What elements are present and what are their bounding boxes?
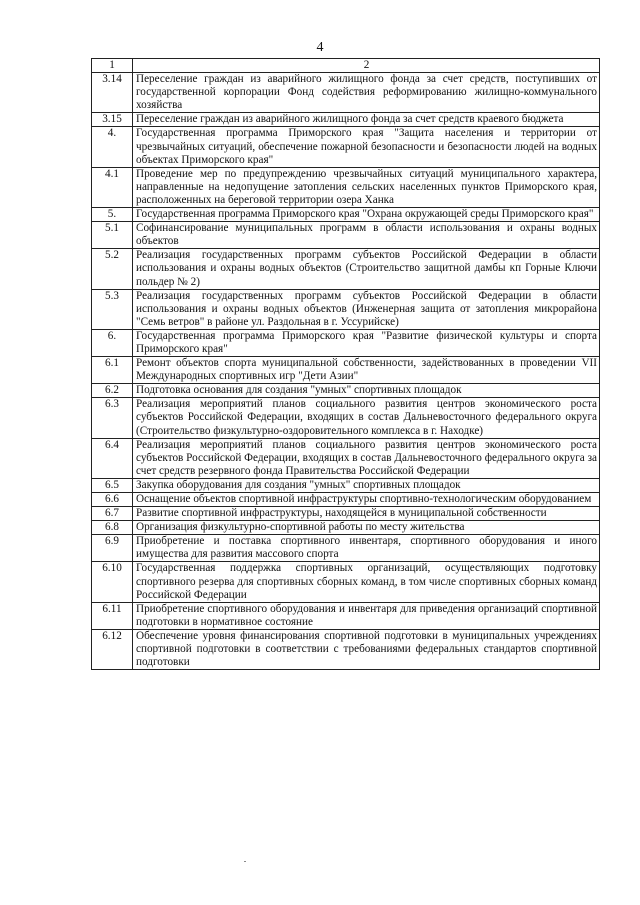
table-row	[92, 384, 600, 398]
table-row	[92, 493, 600, 507]
table-row	[92, 629, 600, 669]
row-number: 5.1	[92, 222, 133, 249]
row-text: Государственная программа Приморского края "Защита населения и территории от чрезвычайных ситуаций, обеспечение пожарной безопасности и безопасности людей на водных объектах Приморского края"	[133, 127, 600, 167]
row-number: 5.	[92, 208, 133, 222]
row-text: Государственная программа Приморского края "Охрана окружающей среды Приморского края"	[133, 208, 600, 222]
row-number: 4.1	[92, 167, 133, 207]
row-number: 3.14	[92, 73, 133, 113]
row-text: Ремонт объектов спорта муниципальной собственности, задействованных в проведении VII Международных спортивных игр "Дети Азии"	[133, 357, 600, 384]
row-text: Государственная поддержка спортивных организаций, осуществляющих подготовку спортивного резерва для спортивных сборных команд, в том числе спортивных сборных команд Российской Федерации	[133, 562, 600, 602]
row-text: Оснащение объектов спортивной инфраструктуры спортивно-технологическим оборудованием	[133, 493, 600, 507]
table-row	[92, 507, 600, 521]
table-row	[92, 289, 600, 329]
row-number: 6.12	[92, 629, 133, 669]
row-text: Реализация мероприятий планов социального развития центров экономического роста субъектов Российской Федерации, входящих в состав Дальневосточного федерального округа (Строительство физкультурно-оздоровительного комплекса в г. Находке)	[133, 398, 600, 438]
table-row	[92, 249, 600, 289]
row-text: Приобретение и поставка спортивного инвентаря, спортивного оборудования и иного имущества для развития массового спорта	[133, 535, 600, 562]
row-number: 4.	[92, 127, 133, 167]
row-number: 6.11	[92, 602, 133, 629]
table-row	[92, 73, 600, 113]
row-number: 6.3	[92, 398, 133, 438]
row-text: Закупка оборудования для создания "умных" спортивных площадок	[133, 478, 600, 492]
table-row	[92, 602, 600, 629]
row-text: Переселение граждан из аварийного жилищного фонда за счет средств краевого бюджета	[133, 113, 600, 127]
row-text: Обеспечение уровня финансирования спортивной подготовки в муниципальных учреждениях спортивной подготовки в соответствии с требованиями федеральных стандартов спортивной подготовки	[133, 629, 600, 669]
row-number: 6.1	[92, 357, 133, 384]
row-number: 6.	[92, 329, 133, 356]
table-row	[92, 167, 600, 207]
row-text: Развитие спортивной инфраструктуры, находящейся в муниципальной собственности	[133, 507, 600, 521]
program-table-body	[92, 59, 600, 670]
row-text: Приобретение спортивного оборудования и инвентаря для приведения организаций спортивной подготовки в нормативное состояние	[133, 602, 600, 629]
table-row	[92, 127, 600, 167]
row-number: 6.6	[92, 493, 133, 507]
table-row	[92, 562, 600, 602]
row-text: Реализация мероприятий планов социального развития центров экономического роста субъектов Российской Федерации, входящих в состав Дальневосточного федерального округа за счет средств резервного фонда Правительства Российской Федерации	[133, 438, 600, 478]
table-row	[92, 357, 600, 384]
row-number: 6.7	[92, 507, 133, 521]
row-number: 6.10	[92, 562, 133, 602]
table-row	[92, 329, 600, 356]
row-text: Реализация государственных программ субъектов Российской Федерации в области использования и охраны водных объектов (Строительство защитной дамбы кп Горные Ключи польдер № 2)	[133, 249, 600, 289]
row-text: Реализация государственных программ субъектов Российской Федерации в области использования и охраны водных объектов (Инженерная защита от затопления микрорайона "Семь ветров" в районе ул. Раздольная в г. Уссурийске)	[133, 289, 600, 329]
row-number: 5.3	[92, 289, 133, 329]
table-row	[92, 535, 600, 562]
table-row	[92, 398, 600, 438]
row-text: Организация физкультурно-спортивной работы по месту жительства	[133, 521, 600, 535]
row-number: 6.2	[92, 384, 133, 398]
row-number: 6.9	[92, 535, 133, 562]
row-text: Подготовка основания для создания "умных" спортивных площадок	[133, 384, 600, 398]
row-text: Переселение граждан из аварийного жилищного фонда за счет средств, поступивших от государственной корпорации Фонд содействия реформированию жилищно-коммунального хозяйства	[133, 73, 600, 113]
row-number: 6.4	[92, 438, 133, 478]
table-row	[92, 478, 600, 492]
row-number: 5.2	[92, 249, 133, 289]
table-row	[92, 222, 600, 249]
table-row	[92, 113, 600, 127]
table-row	[92, 208, 600, 222]
header-cell-title: 2	[133, 59, 600, 73]
row-number: 6.5	[92, 478, 133, 492]
row-number: 6.8	[92, 521, 133, 535]
row-text: Проведение мер по предупреждению чрезвычайных ситуаций муниципального характера, направленные на недопущение затопления сельских населенных пунктов Приморского края, расположенных на береговой территории озера Ханка	[133, 167, 600, 207]
page-number: 4	[316, 40, 324, 55]
table-row	[92, 521, 600, 535]
table-header-row	[92, 59, 600, 73]
scan-speck	[244, 861, 246, 862]
row-text: Софинансирование муниципальных программ в области использования и охраны водных объектов	[133, 222, 600, 249]
header-cell-number: 1	[92, 59, 133, 73]
table-row	[92, 438, 600, 478]
row-number: 3.15	[92, 113, 133, 127]
program-table	[91, 58, 600, 670]
row-text: Государственная программа Приморского края "Развитие физической культуры и спорта Приморского края"	[133, 329, 600, 356]
